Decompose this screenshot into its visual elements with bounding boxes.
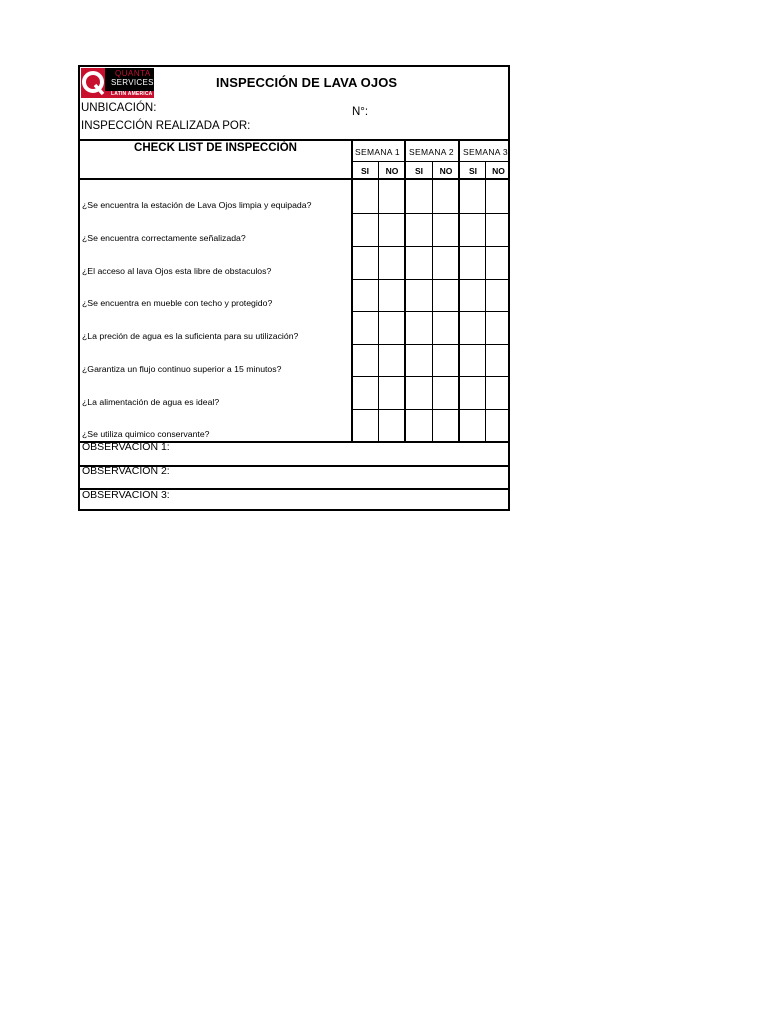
column-divider-questions xyxy=(351,140,353,441)
row-divider xyxy=(351,409,508,410)
row-divider xyxy=(351,311,508,312)
week-header-divider xyxy=(351,161,510,162)
observation-1-label: OBSERVACIÓN 1: xyxy=(82,441,170,453)
column-divider-w2 xyxy=(432,162,433,441)
question-1: ¿Se encuentra la estación de Lava Ojos limpia y equipada? xyxy=(82,200,312,210)
logo-text-services: SERVICES xyxy=(111,78,154,87)
question-4: ¿Se encuentra en mueble con techo y protegido? xyxy=(82,298,273,308)
question-8: ¿Se utiliza quimico conservante? xyxy=(82,429,210,439)
question-6: ¿Garantiza un flujo continuo superior a 15 minutos? xyxy=(82,364,282,374)
inspection-form xyxy=(78,65,510,511)
inspector-label: INSPECCIÓN REALIZADA POR: xyxy=(81,120,251,132)
observation-2-label: OBSERVACIÓN 2: xyxy=(82,465,170,477)
form-title: INSPECCIÓN DE LAVA OJOS xyxy=(216,75,398,90)
week-1-si-header: SI xyxy=(360,166,370,176)
column-divider-week-3 xyxy=(458,140,460,441)
logo-text-latin-america: LATIN AMERICA xyxy=(111,91,153,97)
logo-text-quanta: QUANTA xyxy=(115,69,151,78)
observation-3-label: OBSERVACIÓN 3: xyxy=(82,489,170,501)
question-3: ¿El acceso al lava Ojos esta libre de obstaculos? xyxy=(82,266,272,276)
week-1-header: SEMANA 1 xyxy=(355,147,400,157)
quanta-services-logo xyxy=(81,68,154,98)
checklist-header-bottom-border xyxy=(80,178,508,180)
checklist-header: CHECK LIST DE INSPECCIÓN xyxy=(134,142,297,154)
location-label: UNBICACIÓN: xyxy=(81,102,157,114)
week-2-header: SEMANA 2 xyxy=(409,147,454,157)
row-divider xyxy=(351,213,508,214)
week-2-no-header: NO xyxy=(439,166,453,176)
week-3-no-header: NO xyxy=(492,166,505,176)
number-label: N°: xyxy=(352,106,369,118)
column-divider-w3 xyxy=(485,162,486,441)
row-divider xyxy=(351,279,508,280)
week-3-header: SEMANA 3 xyxy=(463,147,508,157)
row-divider xyxy=(351,376,508,377)
row-divider xyxy=(351,344,508,345)
row-divider xyxy=(351,246,508,247)
week-1-no-header: NO xyxy=(385,166,399,176)
column-divider-w1 xyxy=(378,162,379,441)
column-divider-week-2 xyxy=(404,140,406,441)
question-2: ¿Se encuentra correctamente señalizada? xyxy=(82,233,246,243)
week-3-si-header: SI xyxy=(468,166,478,176)
question-7: ¿La alimentación de agua es ideal? xyxy=(82,397,220,407)
question-5: ¿La preción de agua es la suficienta para su utilización? xyxy=(82,331,299,341)
checklist-top-border xyxy=(80,139,508,141)
week-2-si-header: SI xyxy=(414,166,424,176)
